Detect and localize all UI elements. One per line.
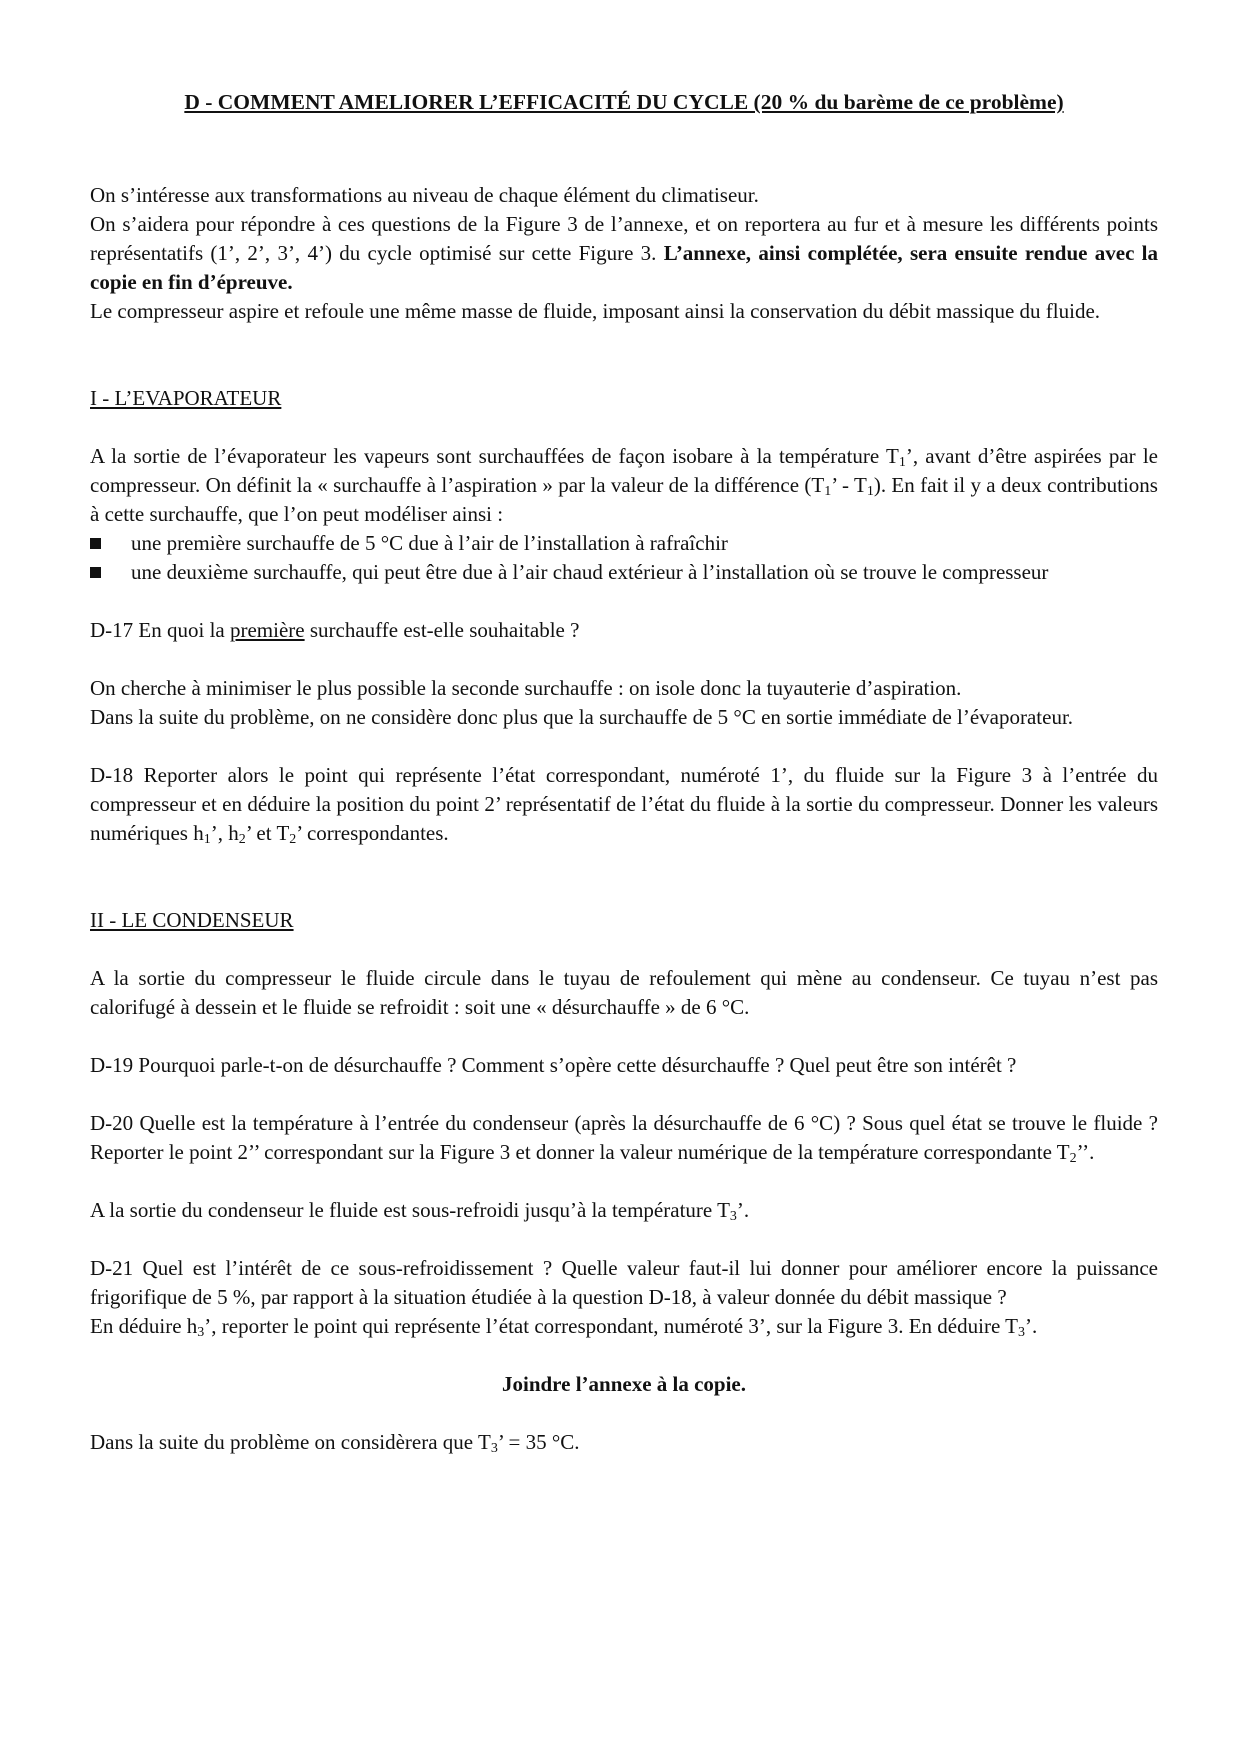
square-bullet-icon [90,538,101,549]
subcooling-paragraph: A la sortie du condenseur le fluide est sous-refroidi jusqu’à la température $T_3$’. [90,1198,750,1224]
final-assumption: Dans la suite du problème on considèrera que $T_3$’ = 35 °C. [90,1430,580,1456]
question-d20: D-20 Quelle est la température à l’entrée du condenseur (après la désurchauffe de 6 °C) ? Sous quel état se trouve le fluide ? Reporter le point 2’’ correspondant sur la Figure 3 et donner la valeur numérique de la température correspondante $T_2$’’. [90,1111,1158,1166]
bullet-item-1: une première surchauffe de 5 °C due à l’air de l’installation à rafraîchir [90,529,1158,558]
page-title: D - COMMENT AMELIORER L’EFFICACITÉ DU CYCLE (20 % du barème de ce problème) [184,90,1064,114]
section-heading-evaporateur: I - L’EVAPORATEUR [90,386,282,410]
square-bullet-icon [90,567,101,578]
evaporateur-paragraph: A la sortie de l’évaporateur les vapeurs sont surchauffées de façon isobare à la température $T_1$’, avant d’être aspirées par le compresseur. On définit la « surchauffe à l’aspiration » par la valeur de la différence ($T_1$’ - $T_1$). En fait il y a deux contributions à cette surchauffe, que l’on peut modéliser ainsi : [90,444,1158,526]
question-d21-followup: En déduire $h_3$’, reporter le point qui représente l’état correspondant, numéroté 3’, sur la Figure 3. En déduire $T_3$’. [90,1314,1038,1340]
intro-block [90,181,1158,326]
minimize-paragraph-line-2: Dans la suite du problème, on ne considère donc plus que la surchauffe de 5 °C en sortie immédiate de l’évaporateur. [90,705,1074,729]
condenseur-paragraph: A la sortie du compresseur le fluide circule dans le tuyau de refoulement qui mène au condenseur. Ce tuyau n’est pas calorifugé à dessein et le fluide se refroidit : soit une « désurchauffe » de 6 °C. [90,966,1158,1019]
intro-line-1: On s’intéresse aux transformations au niveau de chaque élément du climatiseur. [90,183,759,207]
bullet-item-2: une deuxième surchauffe, qui peut être due à l’air chaud extérieur à l’installation où se trouve le compresseur [90,558,1158,587]
document-page [90,88,1158,1457]
question-d17: D-17 En quoi la première surchauffe est-elle souhaitable ? [90,618,580,642]
intro-line-2: On s’aidera pour répondre à ces questions de la Figure 3 de l’annexe, et on reportera au fur et à mesure les différents points représentatifs (1’, 2’, 3’, 4’) du cycle optimisé sur cette Figure 3. L’annexe, ainsi complétée, sera ensuite rendue avec la copie en fin d’épreuve. [90,212,1159,294]
intro-bold-note: L’annexe, ainsi complétée, sera ensuite rendue avec la copie en fin d’épreuve. [90,241,1159,294]
question-d19: D-19 Pourquoi parle-t-on de désurchauffe ? Comment s’opère cette désurchauffe ? Quel peut être son intérêt ? [90,1053,1017,1077]
question-d21: D-21 Quel est l’intérêt de ce sous-refroidissement ? Quelle valeur faut-il lui donner pour améliorer encore la puissance frigorifique de 5 %, par rapport à la situation étudiée à la question D-18, à valeur donnée du débit massique ? [90,1256,1158,1309]
minimize-paragraph-line-1: On cherche à minimiser le plus possible la seconde surchauffe : on isole donc la tuyauterie d’aspiration. [90,676,962,700]
join-annex-note: Joindre l’annexe à la copie. [501,1372,747,1396]
intro-line-3: Le compresseur aspire et refoule une même masse de fluide, imposant ainsi la conservation du débit massique du fluide. [90,299,1101,323]
question-d18: D-18 Reporter alors le point qui représente l’état correspondant, numéroté 1’, du fluide sur la Figure 3 à l’entrée du compresseur et en déduire la position du point 2’ représentatif de l’état du fluide à la sortie du compresseur. Donner les valeurs numériques $h_1$’, $h_2$’ et $T_2$’ correspondantes. [90,763,1158,847]
section-heading-condenseur: II - LE CONDENSEUR [90,908,294,932]
